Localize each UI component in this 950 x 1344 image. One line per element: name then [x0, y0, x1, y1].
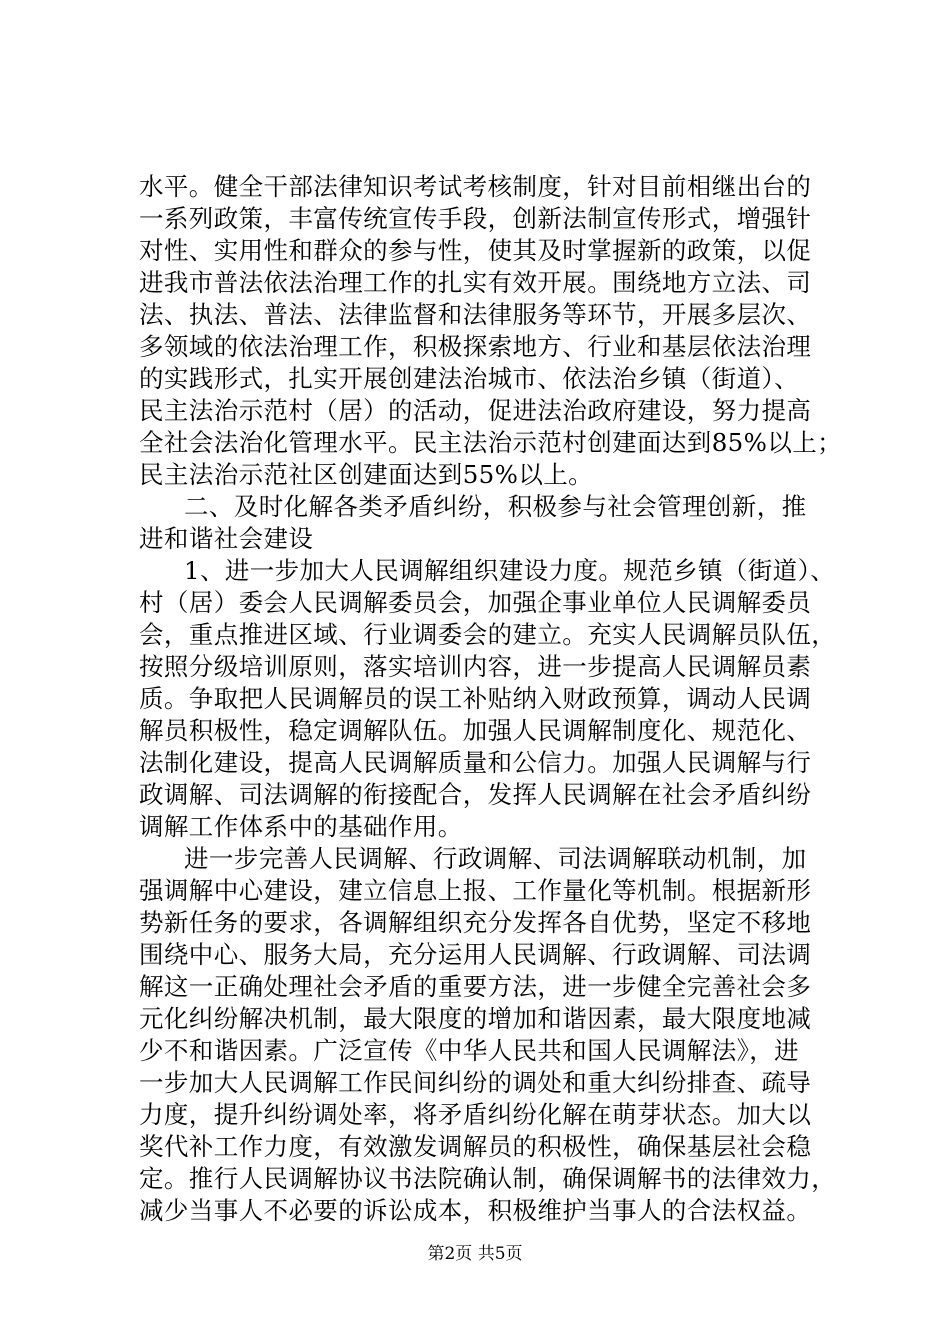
document-body [139, 171, 843, 1227]
text-line: 一系列政策，丰富传统宣传手段，创新法制宣传形式，增强针 [139, 204, 812, 233]
text-line: 按照分级培训原则，落实培训内容，进一步提高人民调解员素 [139, 652, 812, 681]
text-line: 民主法治示范村（居）的活动，促进法治政府建设，努力提高 [139, 396, 812, 425]
text-line: 会，重点推进区域、行业调委会的建立。充实人民调解员队伍， [139, 620, 837, 649]
text-line: 调解工作体系中的基础作用。 [139, 812, 463, 841]
text-line: 政调解、司法调解的衔接配合，发挥人民调解在社会矛盾纠纷 [139, 780, 812, 809]
text-line: 减少当事人不必要的诉讼成本，积极维护当事人的合法权益。 [139, 1196, 812, 1225]
text-line: 质。争取把人民调解员的误工补贴纳入财政预算，调动人民调 [139, 684, 812, 713]
page-number-footer: 第2页 共5页 [427, 1244, 523, 1264]
text-line: 多领域的依法治理工作，积极探索地方、行业和基层依法治理 [139, 332, 812, 361]
text-line: 水平。健全干部法律知识考试考核制度，针对目前相继出台的 [139, 172, 812, 201]
text-line: 强调解中心建设，建立信息上报、工作量化等机制。根据新形 [139, 876, 812, 905]
section-heading-line: 进和谐社会建设 [139, 524, 314, 553]
text-line: 1、进一步加大人民调解组织建设力度。规范乡镇（街道）、 [184, 556, 836, 585]
text-line: 进我市普法依法治理工作的扎实有效开展。围绕地方立法、司 [139, 268, 812, 297]
text-line: 的实践形式，扎实开展创建法治城市、依法治乡镇（街道）、 [139, 364, 800, 393]
text-line: 势新任务的要求，各调解组织充分发挥各自优势，坚定不移地 [139, 908, 812, 937]
text-line: 奖代补工作力度，有效激发调解员的积极性，确保基层社会稳 [139, 1132, 812, 1161]
text-line: 法、执法、普法、法律监督和法律服务等环节，开展多层次、 [139, 300, 812, 329]
text-line: 围绕中心、服务大局，充分运用人民调解、行政调解、司法调 [139, 940, 812, 969]
text-line: 进一步完善人民调解、行政调解、司法调解联动机制，加 [184, 844, 807, 873]
section-heading-line: 二、及时化解各类矛盾纠纷，积极参与社会管理创新，推 [184, 492, 807, 521]
text-line: 民主法治示范社区创建面达到55%以上。 [139, 460, 594, 489]
text-line: 元化纠纷解决机制，最大限度的增加和谐因素，最大限度地减 [139, 1004, 812, 1033]
text-line: 力度，提升纠纷调处率，将矛盾纠纷化解在萌芽状态。加大以 [139, 1100, 812, 1129]
text-line: 解员积极性，稳定调解队伍。加强人民调解制度化、规范化、 [139, 716, 812, 745]
text-line: 定。推行人民调解协议书法院确认制，确保调解书的法律效力， [139, 1164, 837, 1193]
text-line: 法制化建设，提高人民调解质量和公信力。加强人民调解与行 [139, 748, 812, 777]
text-line: 对性、实用性和群众的参与性，使其及时掌握新的政策，以促 [139, 236, 812, 265]
text-line: 少不和谐因素。广泛宣传《中华人民共和国人民调解法》，进 [139, 1036, 800, 1065]
text-line: 解这一正确处理社会矛盾的重要方法，进一步健全完善社会多 [139, 972, 812, 1001]
text-line: 一步加大人民调解工作民间纠纷的调处和重大纠纷排查、疏导 [139, 1068, 812, 1097]
text-line: 村（居）委会人民调解委员会，加强企事业单位人民调解委员 [139, 588, 812, 617]
text-line: 全社会法治化管理水平。民主法治示范村创建面达到85%以上； [139, 428, 843, 457]
